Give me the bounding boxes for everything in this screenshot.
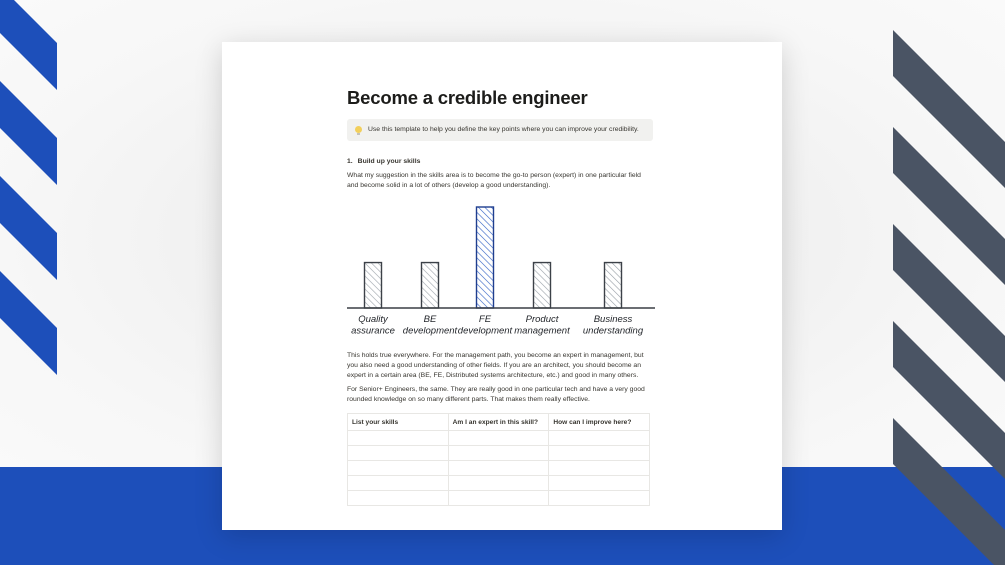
- table-cell[interactable]: [348, 431, 449, 446]
- callout-text: Use this template to help you define the key points where you can improve your credibility.: [368, 126, 639, 133]
- left-diagonal-stripes: [0, 0, 57, 420]
- table-header-cell[interactable]: List your skills: [348, 414, 449, 431]
- table-cell[interactable]: [549, 431, 650, 446]
- table-cell[interactable]: [448, 491, 549, 506]
- table-cell[interactable]: [348, 461, 449, 476]
- table-row: [348, 461, 650, 476]
- paragraph-intro[interactable]: What my suggestion in the skills area is to become the go-to person (expert) in one particular field and become solid in a lot of others (develop a good understanding).: [347, 172, 641, 189]
- table-cell[interactable]: [549, 461, 650, 476]
- stripe: [0, 81, 57, 185]
- table-cell[interactable]: [448, 476, 549, 491]
- skills-table-head: [348, 414, 650, 431]
- table-cell[interactable]: [348, 476, 449, 491]
- document-card: [222, 42, 782, 530]
- skills-bar-chart: [347, 200, 655, 341]
- right-diagonal-stripes: [893, 0, 1005, 565]
- table-row: [348, 446, 650, 461]
- chart-bars: [365, 207, 622, 308]
- table-cell[interactable]: [348, 446, 449, 461]
- paragraph-management[interactable]: This holds true everywhere. For the management path, you become an expert in management, but you also need a good understanding of other fields. If you are an architect, you should become an expert in a certain area (BE, FE, Distributed systems architecture, etc.) and good in many others.: [347, 352, 644, 379]
- table-header-cell[interactable]: Am I an expert in this skill?: [448, 414, 549, 431]
- chart-bar-label: Product management: [514, 314, 570, 337]
- chart-bar: [534, 263, 551, 308]
- stripe: [0, 176, 57, 280]
- table-header-row: [348, 414, 650, 431]
- stripe: [0, 271, 57, 375]
- table-row: [348, 431, 650, 446]
- lightbulb-icon: [355, 126, 362, 133]
- chart-bar: [422, 263, 439, 308]
- bar-chart-svg: [347, 200, 655, 336]
- page-title[interactable]: Become a credible engineer: [347, 87, 588, 108]
- table-cell[interactable]: [549, 446, 650, 461]
- chart-bar-label: FE development: [457, 314, 513, 337]
- table-cell[interactable]: [348, 491, 449, 506]
- list-label: Build up your skills: [357, 157, 421, 165]
- list-number: 1.: [347, 157, 353, 165]
- chart-bar-label: BE development: [402, 314, 458, 337]
- chart-bar: [365, 263, 382, 308]
- table-cell[interactable]: [448, 446, 549, 461]
- stripe: [0, 0, 57, 90]
- numbered-list-item[interactable]: [347, 157, 653, 167]
- chart-bar: [605, 263, 622, 308]
- table-cell[interactable]: [549, 491, 650, 506]
- chart-bar-label: Quality assurance: [351, 314, 395, 337]
- table-header-cell[interactable]: How can I improve here?: [549, 414, 650, 431]
- chart-bar-label: Business understanding: [582, 314, 644, 337]
- table-row: [348, 476, 650, 491]
- table-cell[interactable]: [549, 476, 650, 491]
- table-cell[interactable]: [448, 431, 549, 446]
- table-row: [348, 491, 650, 506]
- document-content: [347, 42, 653, 506]
- chart-labels: [351, 314, 644, 336]
- skills-table: [347, 413, 650, 506]
- chart-bar: [477, 207, 494, 308]
- paragraph-senior[interactable]: For Senior+ Engineers, the same. They are really good in one particular tech and have a very good rounded knowledge on so many different parts. That makes them really effective.: [347, 386, 645, 403]
- callout-block[interactable]: [347, 119, 653, 141]
- table-cell[interactable]: [448, 461, 549, 476]
- skills-table-body: [348, 431, 650, 506]
